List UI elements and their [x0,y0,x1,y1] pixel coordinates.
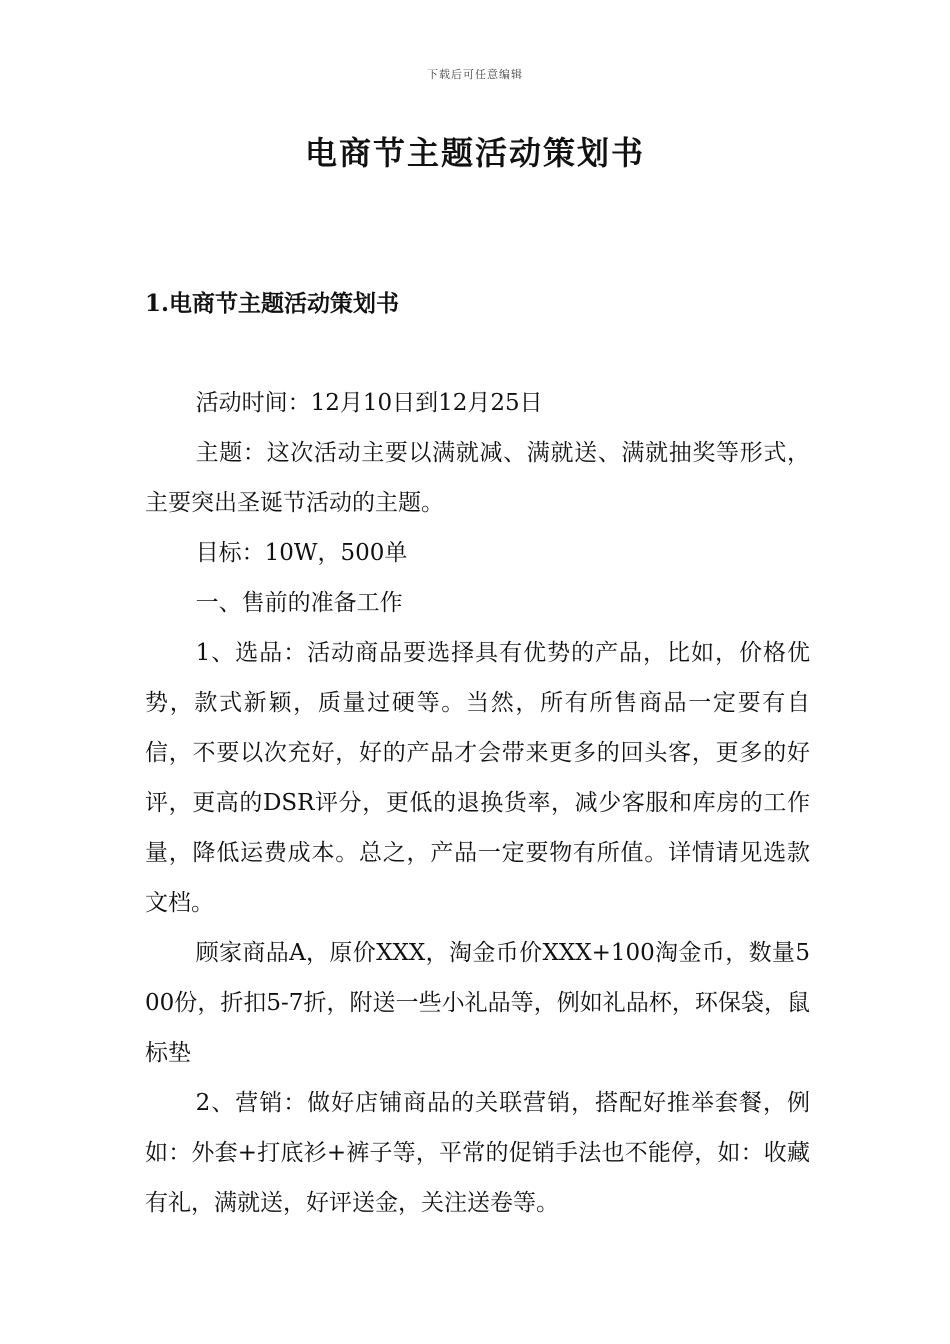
paragraph-activity-time: 活动时间：12月10日到12月25日 [195,390,543,416]
document-title: 电商节主题活动策划书 [304,134,645,172]
paragraph-marketing: 2、营销：做好店铺商品的关联营销，搭配好推举套餐，例如：外套+打底衫+裤子等，平常的促销手法也不能停，如：收藏有礼，满就送，好评送金，关注送卷等。 [145,1090,810,1216]
paragraph-product-a: 顾家商品A，原价XXX，淘金币价XXX+100淘金币，数量500份，折扣5-7折，附送一些小礼品等，例如礼品杯，环保袋，鼠标垫 [145,940,810,1066]
paragraph-presale-heading: 一、售前的准备工作 [195,590,403,616]
document-body [145,378,810,1228]
paragraph-target: 目标：10W，500单 [195,540,408,566]
section-heading: 1.电商节主题活动策划书 [145,290,400,317]
header-note: 下载后可任意编辑 [427,68,523,81]
paragraph-product-selection: 1、选品：活动商品要选择具有优势的产品，比如，价格优势，款式新颖，质量过硬等。当然，所有所售商品一定要有自信，不要以次充好，好的产品才会带来更多的回头客，更多的好评，更高的DSR评分，更低的退换货率，减少客服和库房的工作量，降低运费成本。总之，产品一定要物有所值。详情请见选款文档。 [145,640,810,916]
paragraph-theme: 主题：这次活动主要以满就减、满就送、满就抽奖等形式，主要突出圣诞节活动的主题。 [145,440,810,516]
